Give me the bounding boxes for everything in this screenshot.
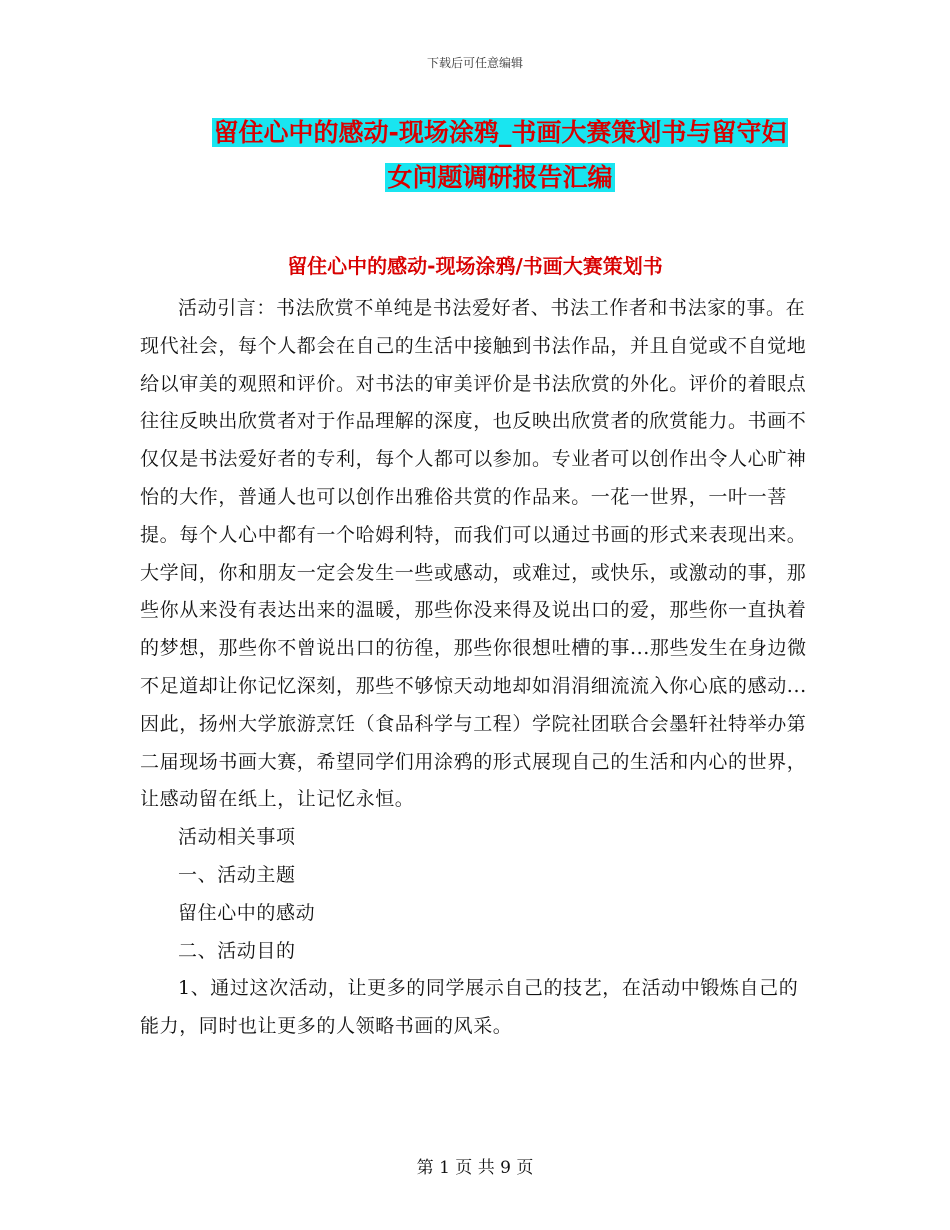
title-line-1: 留住心中的感动-现场涂鸦_书画大赛策划书与留守妇 <box>213 118 787 147</box>
document-body <box>140 290 808 1046</box>
page-number: 第 1 页 共 9 页 <box>416 1158 534 1178</box>
theme-value: 留住心中的感动 <box>178 901 316 924</box>
purpose-heading: 二、活动目的 <box>178 939 296 962</box>
title-line-2: 女问题调研报告汇编 <box>387 163 613 192</box>
items-heading: 活动相关事项 <box>178 826 296 849</box>
purpose-item-1: 1、通过这次活动，让更多的同学展示自己的技艺，在活动中锻炼自己的能力，同时也让更多的人领略书画的风采。 <box>140 977 799 1038</box>
header-note: 下载后可任意编辑 <box>426 56 523 70</box>
theme-heading: 一、活动主题 <box>178 863 296 886</box>
intro-paragraph: 活动引言：书法欣赏不单纯是书法爱好者、书法工作者和书法家的事。在现代社会，每个人都会在自己的生活中接触到书法作品，并且自觉或不自觉地给以审美的观照和评价。对书法的审美评价是书法欣赏的外化。评价的着眼点往往反映出欣赏者对于作品理解的深度，也反映出欣赏者的欣赏能力。书画不仅仅是书法爱好者的专利，每个人都可以参加。专业者可以创作出令人心旷神怡的大作，普通人也可以创作出雅俗共赏的作品来。一花一世界，一叶一菩提。每个人心中都有一个哈姆利特，而我们可以通过书画的形式来表现出来。大学间，你和朋友一定会发生一些或感动，或难过，或快乐，或激动的事，那些你从来没有表达出来的温暖，那些你没来得及说出口的爱，那些你一直执着的梦想，那些你不曾说出口的彷徨，那些你很想吐槽的事...那些发生在身边微不足道却让你记忆深刻，那些不够惊天动地却如涓涓细流流入你心底的感动...因此，扬州大学旅游烹饪（食品科学与工程）学院社团联合会墨轩社特举办第二届现场书画大赛，希望同学们用涂鸦的形式展现自己的生活和内心的世界，让感动留在纸上，让记忆永恒。 <box>140 297 807 811</box>
document-title <box>190 110 810 200</box>
section-title: 留住心中的感动-现场涂鸦/书画大赛策划书 <box>287 254 663 278</box>
